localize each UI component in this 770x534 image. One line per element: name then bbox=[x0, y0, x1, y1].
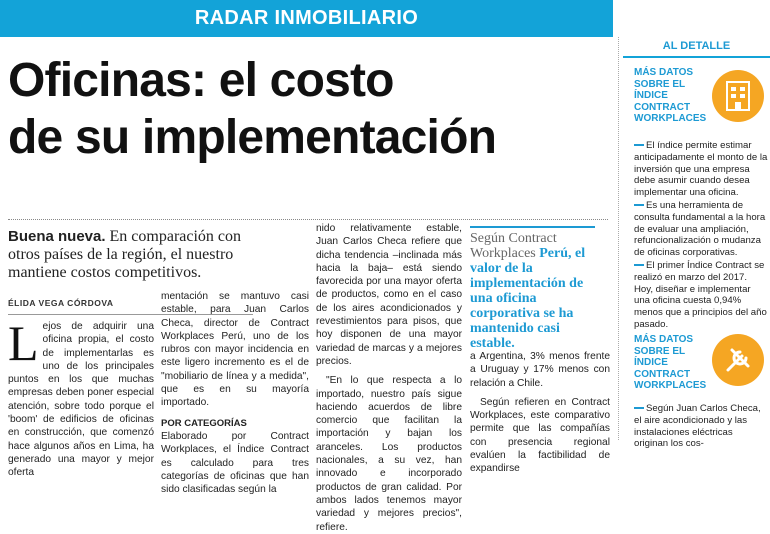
byline: ÉLIDA VEGA CÓRDOVA bbox=[8, 298, 253, 315]
bullet-dash bbox=[634, 204, 644, 206]
subhead: POR CATEGORÍAS bbox=[161, 417, 247, 429]
column-2-paragraph-2: Elaborado por Contract Workplaces, el Índice Contract es calculado para tres categorías de oficinas que han sido clasificadas según la bbox=[161, 430, 309, 496]
sidebar-box-1-body bbox=[634, 140, 768, 332]
lede bbox=[8, 228, 253, 282]
sidebar-title: AL DETALLE bbox=[623, 40, 770, 58]
sidebar-item: El primer Índice Contract se realizó en marzo del 2017. Hoy, diseñar e implementar una oficina cuesta 0,94% menos que a principios del año pasado. bbox=[634, 259, 767, 330]
article-column-4 bbox=[470, 350, 610, 476]
pull-quote-rest: Perú, el valor de la implementación de una oficina corporativa se ha mantenido casi estable. bbox=[470, 246, 586, 351]
office-chart-icon bbox=[712, 70, 764, 122]
lede-lead: Buena nueva. bbox=[8, 228, 106, 245]
pull-quote bbox=[470, 226, 595, 351]
pull-quote-gray: Según Contract Workplaces bbox=[470, 231, 557, 261]
sidebar-item: Es una herramienta de consulta fundamental a la hora de evaluar una ampliación, refuncionalización o mudanza de oficinas corporativas. bbox=[634, 199, 766, 259]
divider bbox=[8, 219, 608, 220]
column-4-paragraph-1: a Argentina, 3% menos frente a Uruguay y 17% menos con relación a Chile. bbox=[470, 351, 610, 389]
drop-cap: L bbox=[8, 315, 39, 371]
bullet-dash bbox=[634, 264, 644, 266]
column-separator bbox=[618, 37, 619, 440]
sidebar-item: El índice permite estimar anticipadamente el monto de la inversión que una empresa debe asumir cuando desea implementar una oficina. bbox=[634, 140, 768, 199]
bullet-dash bbox=[634, 144, 644, 146]
tools-icon bbox=[712, 334, 764, 386]
bullet-dash bbox=[634, 407, 644, 409]
sidebar-box-2-body bbox=[634, 403, 768, 451]
pull-quote-text bbox=[470, 231, 585, 351]
column-3-paragraph-1: nido relativamente estable, Juan Carlos Checa refiere que dicha tendencia –inclinada más hacia la baja– está siendo favorecida por una mayor oferta de productos, como en el caso de los aires acondicionados y revestimientos para pisos, que hoy disponen de una mayor variedad de marcas y a mejores precios. bbox=[316, 223, 462, 367]
sidebar-box-2-heading: MÁS DATOS SOBRE EL ÍNDICE CONTRACT WORKPLACES bbox=[634, 334, 707, 391]
section-banner: RADAR INMOBILIARIO bbox=[0, 0, 613, 37]
headline bbox=[8, 52, 608, 166]
sidebar-box-1-heading: MÁS DATOS SOBRE EL ÍNDICE CONTRACT WORKPLACES bbox=[634, 67, 707, 124]
article-column-3 bbox=[316, 222, 462, 534]
article-column-2 bbox=[161, 290, 309, 496]
column-2-paragraph-1: mentación se mantuvo casi estable, para Juan Carlos Checa, director de Contract Workplaces Perú, uno de los rubros con mayor incidencia en este ligero incremento es el de "mobiliario de línea y a medida", que es en su mayoría importado. bbox=[161, 291, 309, 409]
headline-line-2: de su implementación bbox=[8, 111, 497, 164]
article-column-1 bbox=[8, 315, 154, 480]
column-4-paragraph-2: Según refieren en Contract Workplaces, este comparativo permite que las compañías con presencia regional evalúen la factibilidad de expandirse bbox=[470, 396, 610, 475]
column-3-paragraph-2: "En lo que respecta a lo importado, nuestro país sigue haciendo acuerdos de libre comercio que facilitan la importación y bajan los aranceles. Los productos nacionales, a su vez, han innovado e incorporado productos de gran calidad. Por ambos lados tenemos mayor variedad y mejores precios", refiere. bbox=[316, 375, 462, 533]
column-1-text: ejos de adquirir una oficina propia, el costo de implementarlas es uno de los principales puntos en los que muchas empresas deben poner especial atención, sobre todo porque el 'boom' de edificios de oficinas en construcción, que comenzó hace algunos años en Lima, ha generado una mayor y mejor oferta bbox=[8, 321, 154, 479]
headline-line-1: Oficinas: el costo bbox=[8, 54, 394, 107]
sidebar-item: Según Juan Carlos Checa, el aire acondicionado y las instalaciones eléctricas originan los cos- bbox=[634, 403, 761, 450]
lede-text: En comparación con otros países de la región, el nuestro mantiene costos competitivos. bbox=[8, 228, 242, 281]
